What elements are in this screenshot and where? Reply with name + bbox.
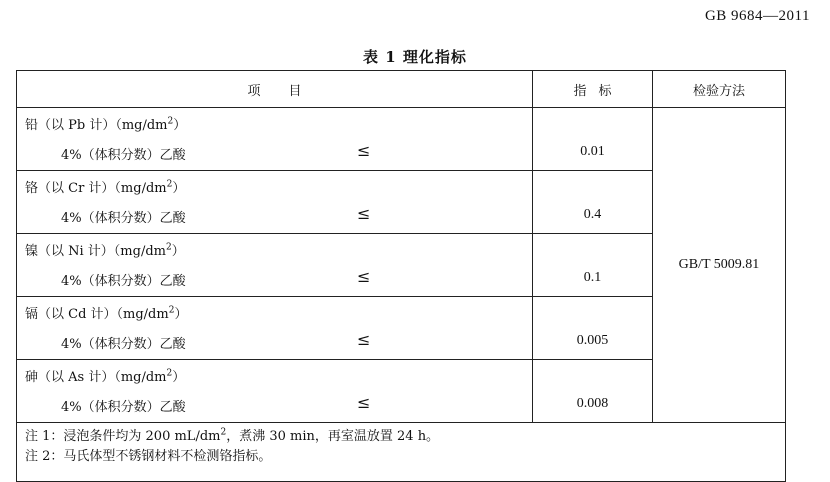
limit-value: 0.01 <box>533 108 653 171</box>
element-label: 砷（以 As 计）$(mg/dm^2)$ <box>25 368 186 385</box>
leq-operator: ≤ <box>357 267 371 286</box>
item-cell <box>17 360 533 423</box>
physicochemical-indicators-table <box>16 70 786 482</box>
leq-operator: ≤ <box>357 330 371 349</box>
table-container <box>16 70 785 482</box>
leq-operator: ≤ <box>357 141 371 160</box>
solvent-label: 4%（体积分数）乙酸 <box>61 148 186 163</box>
leq-operator: ≤ <box>357 393 371 412</box>
table-header-row <box>17 71 786 108</box>
element-label: 铬（以 Cr 计）$(mg/dm^2)$ <box>25 179 186 196</box>
element-label: 镉（以 Cd 计）$(mg/dm^2)$ <box>25 305 188 322</box>
test-method: GB/T 5009.81 <box>653 108 786 423</box>
header-item: 项目 <box>17 71 533 108</box>
item-cell <box>17 171 533 234</box>
solvent-label: 4%（体积分数）乙酸 <box>61 337 186 352</box>
table-row <box>17 108 786 171</box>
note-2: 注 2：马氏体型不锈钢材料不检测铬指标。 <box>25 449 272 464</box>
note-1: 注 1：浸泡条件均为 200 $mL/dm^2$，煮沸 30 min，再室温放置 24 h。 <box>25 427 440 444</box>
limit-value: 0.008 <box>533 360 653 423</box>
limit-value: 0.005 <box>533 297 653 360</box>
item-cell <box>17 234 533 297</box>
table-title: 表 1 理化指标 <box>363 48 467 66</box>
standard-code: GB 9684—2011 <box>704 8 810 24</box>
solvent-label: 4%（体积分数）乙酸 <box>61 400 186 415</box>
header-method: 检验方法 <box>653 71 786 108</box>
solvent-label: 4%（体积分数）乙酸 <box>61 211 186 226</box>
leq-operator: ≤ <box>357 204 371 223</box>
table-notes <box>17 423 786 482</box>
item-cell <box>17 108 533 171</box>
header-value: 指标 <box>533 71 653 108</box>
element-label: 铅（以 Pb 计）$(mg/dm^2)$ <box>25 116 187 133</box>
limit-value: 0.1 <box>533 234 653 297</box>
limit-value: 0.4 <box>533 171 653 234</box>
element-label: 镍（以 Ni 计）$(mg/dm^2)$ <box>25 242 185 259</box>
notes-row <box>17 423 786 482</box>
item-cell <box>17 297 533 360</box>
solvent-label: 4%（体积分数）乙酸 <box>61 274 186 289</box>
